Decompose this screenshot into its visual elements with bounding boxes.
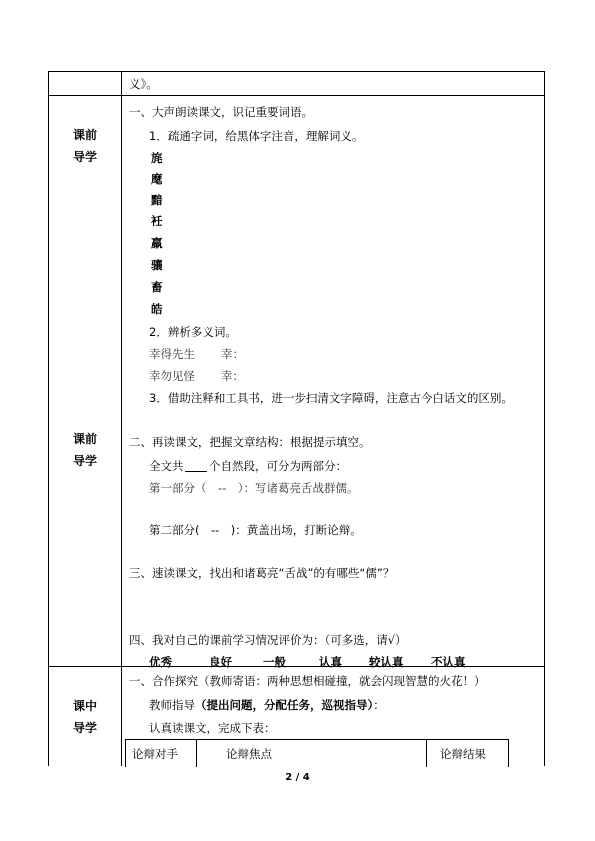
section1-item2: 2．辨析多义词。 [149, 325, 237, 339]
vocab-word: 骧 [151, 258, 163, 272]
section2-line1-b: 个自然段，可分为两部分： [209, 459, 347, 473]
vocab-word: 黯 [151, 193, 163, 207]
rating-option[interactable]: 不认真 [431, 655, 466, 669]
lesson-table [48, 71, 545, 667]
vocab-word: 衽 [151, 214, 163, 228]
rating-option[interactable]: 一般 [263, 655, 286, 669]
instruction-text: 认真读课文，完成下表： [149, 721, 276, 735]
section2-heading: 二、再读课文，把握文章结构：根据提示填空。 [129, 435, 371, 449]
section4-self-evaluation-heading: 四、我对自己的课前学习情况评价为：（可多选，请√） [129, 633, 407, 647]
column-divider [121, 667, 122, 766]
section1-item1: 1．疏通字词，给黑体字注音，理解词义。 [149, 129, 364, 143]
section1-label-line1: 课前 [72, 128, 97, 142]
debate-table-divider [196, 740, 197, 767]
polysemy-example-2: 幸勿见怪 [149, 369, 195, 383]
teacher-guide-bold: （提出问题，分配任务，巡视指导） [195, 698, 374, 712]
debate-header-result: 论辩结果 [440, 747, 486, 761]
polysemy-example-1: 幸得先生 [149, 347, 195, 361]
vocab-word: 皓 [151, 302, 163, 316]
debate-header-opponent: 论辩对手 [132, 747, 178, 761]
teacher-guide-prefix: 教师指导 [149, 698, 195, 712]
section1-item3: 3．借助注释和工具书，进一步扫清文字障碍，注意古今白话文的区别。 [149, 391, 513, 405]
teacher-guide-label [149, 697, 385, 713]
teacher-guide-colon: ： [373, 698, 385, 712]
section3-label-line2: 导学 [72, 721, 97, 735]
debate-table [125, 739, 509, 767]
section2-label [49, 428, 121, 472]
debate-table-divider [426, 740, 427, 767]
column-divider [121, 72, 122, 666]
vocab-word: 畜 [151, 280, 163, 294]
row-divider [49, 95, 544, 96]
section2-line1-a: 全文共 [149, 459, 184, 473]
section1-label-line2: 导学 [72, 150, 97, 164]
lesson-table-continued [48, 666, 545, 766]
section2-part2: 第二部分( -- )：黄盖出场，打断论辩。 [149, 523, 362, 537]
rating-option[interactable]: 较认真 [369, 655, 404, 669]
polysemy-meaning-1: 幸： [221, 347, 244, 361]
rating-option[interactable]: 优秀 [149, 655, 172, 669]
section2-label-line1: 课前 [72, 432, 97, 446]
section1-heading: 一、大声朗读课文，识记重要词语。 [129, 105, 313, 119]
section3-label-line1: 课中 [72, 699, 97, 713]
section3-heading: 一、合作探究（教师寄语：两种思想相碰撞，就会闪现智慧的火花！） [129, 674, 486, 688]
vocab-word: 旄 [151, 151, 163, 165]
section2-part1: 第一部分（ -- ）：写诸葛亮舌战群儒。 [149, 481, 359, 495]
polysemy-meaning-2: 幸： [221, 369, 244, 383]
section1-label [49, 124, 121, 168]
paragraph-count-blank[interactable] [185, 458, 207, 472]
page-number: 2 / 4 [285, 772, 310, 783]
vocab-word: 麾 [151, 172, 163, 186]
vocab-word: 羸 [151, 236, 163, 250]
rating-option[interactable]: 认真 [319, 655, 342, 669]
debate-header-focus: 论辩焦点 [226, 747, 272, 761]
section3-label [49, 695, 121, 739]
top-row-text: 义》。 [129, 77, 158, 91]
section3-question-heading: 三、速读课文，找出和诸葛亮“舌战”的有哪些“儒”？ [129, 566, 395, 580]
rating-option[interactable]: 良好 [209, 655, 232, 669]
section2-label-line2: 导学 [72, 454, 97, 468]
